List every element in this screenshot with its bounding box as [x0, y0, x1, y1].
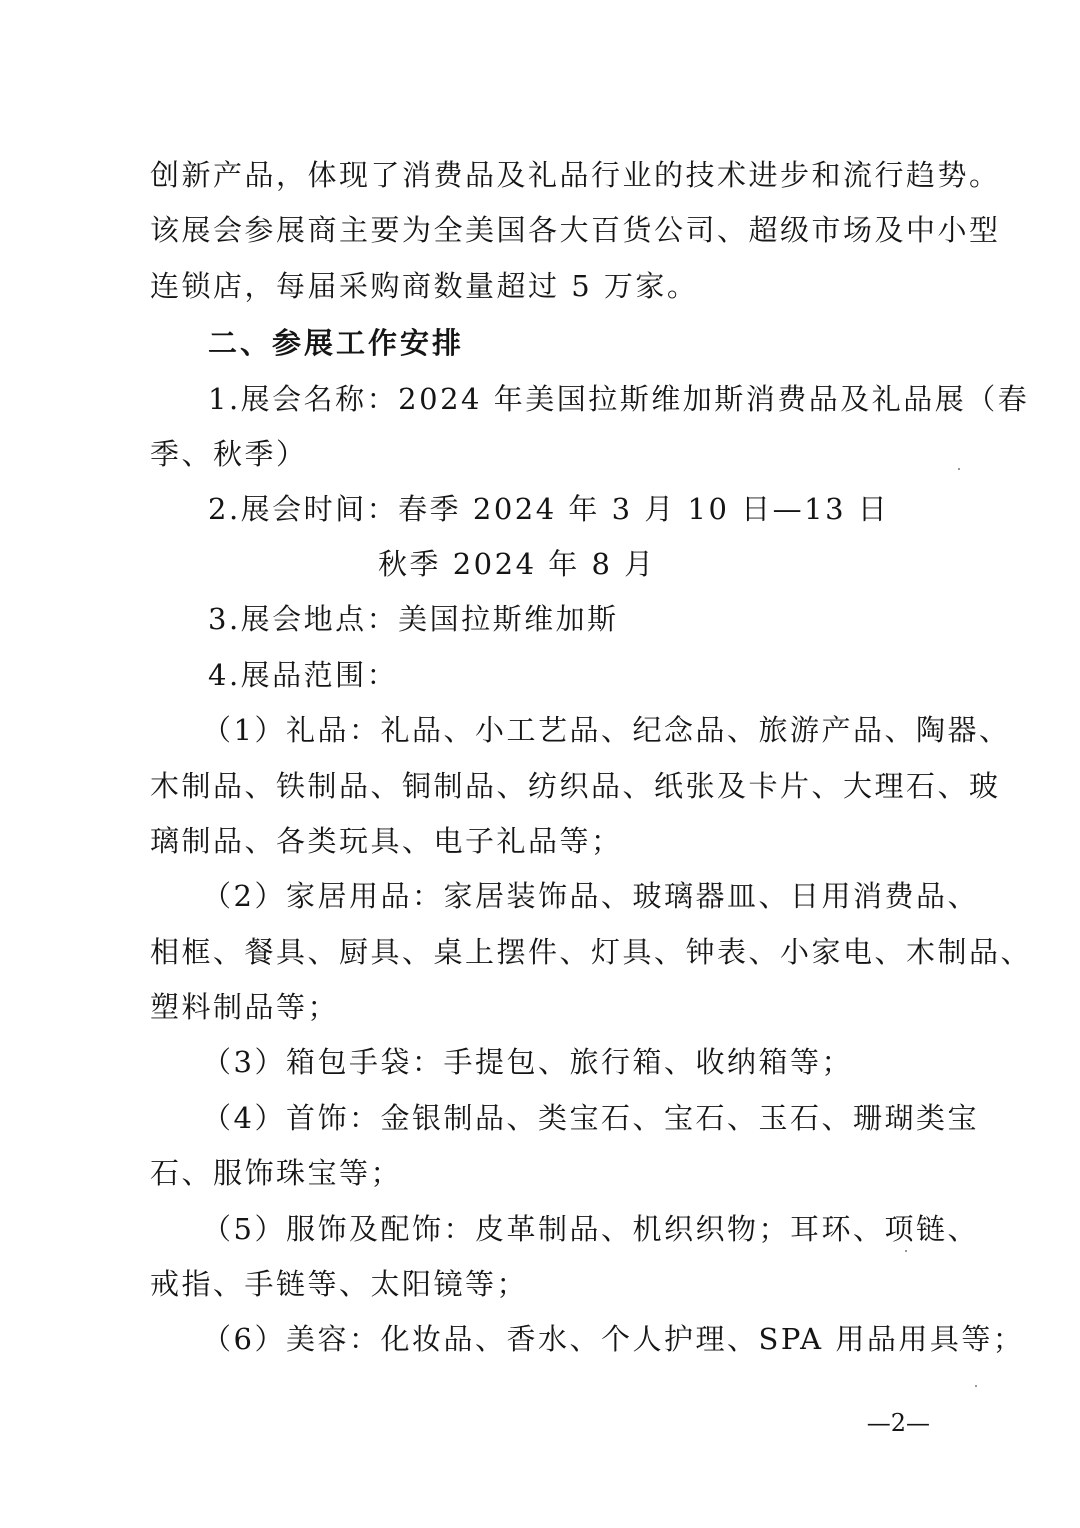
scan-speck	[905, 1250, 907, 1252]
item-2-line-1: 2.展会时间：春季 2024 年 3 月 10 日—13 日	[208, 492, 890, 526]
item-4-line: 4.展品范围：	[208, 658, 399, 692]
category-2-line-1: （2）家居用品：家居装饰品、玻璃器皿、日用消费品、	[202, 879, 979, 913]
scan-speck	[975, 1385, 977, 1387]
category-3-line: （3）箱包手袋：手提包、旅行箱、收纳箱等；	[202, 1045, 853, 1079]
category-1-line-3: 璃制品、各类玩具、电子礼品等；	[150, 824, 623, 858]
category-5-line-1: （5）服饰及配饰：皮革制品、机织织物；耳环、项链、	[202, 1212, 979, 1246]
section-heading: 二、参展工作安排	[208, 326, 465, 360]
body-line-2: 该展会参展商主要为全美国各大百货公司、超级市场及中小型	[150, 213, 1001, 247]
category-2-line-3: 塑料制品等；	[150, 990, 340, 1024]
body-line-3: 连锁店，每届采购商数量超过 5 万家。	[150, 269, 699, 303]
category-1-line-1: （1）礼品：礼品、小工艺品、纪念品、旅游产品、陶器、	[202, 713, 1011, 747]
category-5-line-2: 戒指、手链等、太阳镜等；	[150, 1267, 529, 1301]
scan-speck	[958, 468, 960, 470]
body-line-1: 创新产品，体现了消费品及礼品行业的技术进步和流行趋势。	[150, 158, 1001, 192]
category-2-line-2: 相框、餐具、厨具、桌上摆件、灯具、钟表、小家电、木制品、	[150, 935, 1033, 969]
item-3-line: 3.展会地点：美国拉斯维加斯	[208, 602, 619, 636]
item-1-line-1: 1.展会名称：2024 年美国拉斯维加斯消费品及礼品展（春	[208, 382, 1030, 416]
category-6-line: （6）美容：化妆品、香水、个人护理、SPA 用品用具等；	[202, 1322, 1025, 1356]
page-number: —2—	[866, 1409, 930, 1437]
category-4-line-1: （4）首饰：金银制品、类宝石、宝石、玉石、珊瑚类宝	[202, 1101, 979, 1135]
item-1-line-2: 季、秋季）	[150, 437, 308, 471]
category-1-line-2: 木制品、铁制品、铜制品、纺织品、纸张及卡片、大理石、玻	[150, 769, 1001, 803]
item-2-line-2: 秋季 2024 年 8 月	[378, 547, 656, 581]
category-4-line-2: 石、服饰珠宝等；	[150, 1156, 403, 1190]
